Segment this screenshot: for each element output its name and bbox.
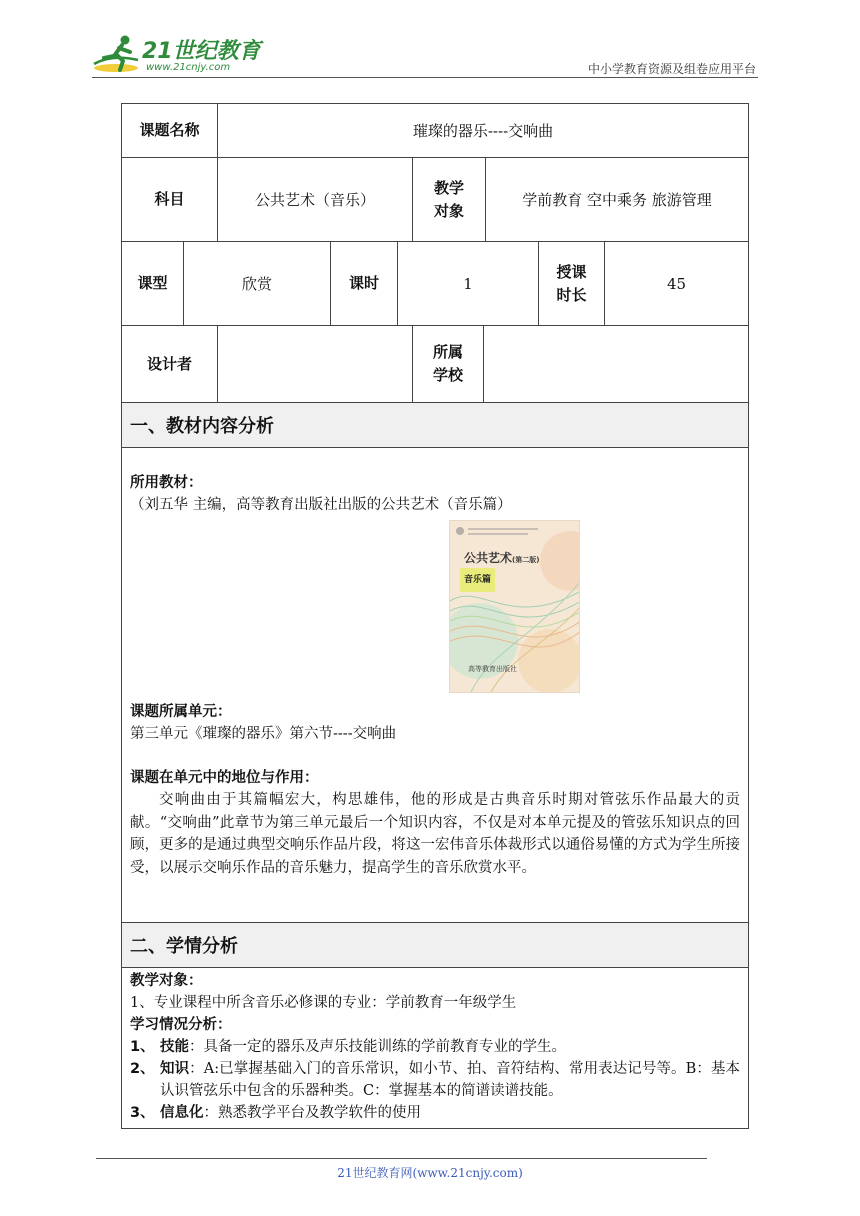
platform-name: 中小学教育资源及组卷应用平台 (587, 62, 756, 76)
section-2-title: 二、学情分析 (122, 923, 748, 968)
cover-publisher: 高等教育出版社 (468, 665, 517, 673)
list-text: 技能：具备一定的器乐及声乐技能训练的学前教育专业的学生。 (160, 1039, 566, 1055)
lesson-plan-table (121, 103, 749, 1129)
hours-label: 课时 (331, 242, 398, 325)
designer-row (122, 326, 748, 403)
designer-label: 设计者 (122, 326, 218, 402)
logo-text: 21世纪教育 (142, 39, 261, 64)
subject-value: 公共艺术（音乐） (218, 158, 413, 241)
situation-heading: 学习情况分析： (130, 1017, 232, 1033)
list-number: 1、 (130, 1039, 155, 1055)
footer-divider (96, 1158, 707, 1159)
subject-label: 科目 (122, 158, 218, 241)
target-text: 1、专业课程中所含音乐必修课的专业：学前教育一年级学生 (130, 995, 517, 1011)
target-heading: 教学对象： (130, 973, 203, 989)
topic-row (122, 104, 748, 158)
cover-title: 公共艺术(第二版) (464, 551, 540, 565)
type-label: 课型 (122, 242, 184, 325)
topic-value: 璀璨的器乐----交响曲 (412, 122, 554, 140)
textbook-heading: 所用教材： (130, 475, 203, 491)
audience-value: 学前教育 空中乘务 旅游管理 (522, 191, 712, 209)
audience-label: 教学对象 (413, 158, 486, 241)
list-text: 知识：A:已掌握基础入门的音乐常识，如小节、拍、音符结构、常用表达记号等。B：基本认识管弦乐中包含的乐器种类。C：掌握基本的简谱读谱技能。 (160, 1061, 740, 1099)
school-value (484, 326, 748, 402)
textbook-text: （刘五华 主编，高等教育出版社出版的公共艺术（音乐篇） (130, 497, 512, 513)
list-item (130, 1058, 740, 1102)
hours-value: 1 (398, 242, 539, 325)
running-figure-icon (92, 34, 144, 74)
section-1-content (122, 448, 748, 923)
section-1-title: 一、教材内容分析 (122, 403, 748, 448)
role-heading: 课题在单元中的地位与作用： (130, 770, 319, 786)
unit-text: 第三单元《璀璨的器乐》第六节----交响曲 (130, 726, 397, 742)
textbook-cover-image (449, 520, 580, 693)
unit-heading: 课题所属单元： (130, 704, 232, 720)
list-text: 信息化：熟悉教学平台及教学软件的使用 (160, 1105, 421, 1121)
list-number: 2、 (130, 1061, 155, 1077)
school-label: 所属学校 (413, 326, 484, 402)
cover-tag: 音乐篇 (460, 568, 495, 592)
page-header (92, 30, 758, 80)
list-item (130, 1036, 740, 1058)
list-item (130, 1102, 740, 1124)
designer-value (218, 326, 413, 402)
type-row (122, 242, 748, 326)
site-logo[interactable] (92, 30, 262, 78)
logo-url: www.21cnjy.com (146, 62, 231, 73)
subject-row (122, 158, 748, 242)
type-value: 欣赏 (184, 242, 331, 325)
topic-label: 课题名称 (122, 104, 218, 157)
footer-link[interactable]: 21世纪教育网(www.21cnjy.com) (337, 1166, 523, 1180)
header-divider (92, 77, 758, 78)
duration-label: 授课时长 (539, 242, 605, 325)
list-number: 3、 (130, 1105, 155, 1121)
role-text: 交响曲由于其篇幅宏大，构思雄伟，他的形成是古典音乐时期对管弦乐作品最大的贡献。“交响曲”此章节为第三单元最后一个知识内容，不仅是对本单元提及的管弦乐知识点的回顾，更多的是通过典型交响乐作品片段，将这一宏伟音乐体裁形式以通俗易懂的方式为学生所接受，以展示交响乐作品的音乐魅力，提高学生的音乐欣赏水平。 (130, 792, 740, 876)
duration-value: 45 (666, 274, 687, 293)
section-2-content (122, 968, 748, 1128)
